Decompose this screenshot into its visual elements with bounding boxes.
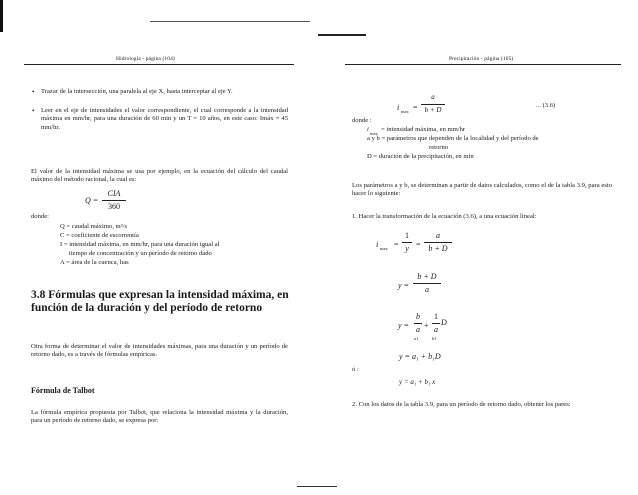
definition: I = intensidad máxima, en mm/hr, para una duración igual al	[60, 241, 220, 248]
eq3-lhs: y =	[398, 281, 409, 290]
equation-number: ... (3.6)	[536, 102, 556, 109]
eq2-den-2: b + D	[428, 244, 448, 253]
eq4-under-2: b1	[432, 336, 437, 341]
fraction-bar	[421, 104, 445, 105]
eq2-num-2: a	[436, 231, 440, 240]
fraction-bar	[413, 283, 441, 284]
fraction-bar	[414, 323, 422, 324]
paragraph: El valor de la intensidad máxima se usa por ejemplo, en la ecuación del cálculo del caudal máximo del método racional, la cual es:	[31, 168, 288, 184]
fraction-bar	[424, 242, 452, 243]
formula-denominator: 360	[108, 202, 120, 211]
eq6: y = a₁ + b₁ x	[399, 378, 436, 386]
section-title: 3.8 Fórmulas que expresan la intensidad máxima, en función de la duración y del período de retorno	[31, 289, 289, 314]
definition: a y b = parámetros que dependen de la localidad y del período de	[367, 135, 539, 142]
fraction-bar	[432, 323, 440, 324]
eq4-under-1: a1	[414, 336, 419, 341]
definition: = intensidad máxima, en mm/hr	[381, 126, 466, 133]
eq1-numerator: a	[431, 93, 435, 101]
eq5: y = a₁ + b₁D	[399, 352, 441, 361]
page-header-right: Precipitación - página (105)	[449, 56, 514, 62]
bullet-marker: •	[32, 88, 35, 96]
bullet-item: Trazar de la intersección, una paralela al eje X, hasta interceptar al eje Y.	[41, 88, 233, 95]
eq4-plus: +	[424, 321, 429, 330]
eq2-lhs: i	[376, 240, 379, 249]
eq2-lhs-sub: max	[380, 246, 388, 251]
definition: C = coeficiente de escorrentía	[60, 232, 139, 239]
fraction-bar	[402, 242, 412, 243]
page-right	[319, 0, 638, 495]
fraction-bar	[102, 200, 126, 201]
eq2-equals-1: =	[394, 240, 399, 249]
eq4-tail: D	[441, 318, 447, 327]
definition-symbol-sub: max	[370, 131, 378, 136]
eq1-lhs: i	[397, 103, 400, 112]
paragraph: La fórmula empírica propuesta por Talbot, que relaciona la intensidad máxima y la duración, para un período de retorno dado, se expresa por:	[31, 409, 288, 425]
eq3-numerator: b + D	[417, 272, 437, 281]
page-header-left: Hidrología - página (104)	[116, 56, 175, 62]
definition-symbol: i	[367, 126, 369, 133]
eq2-num-1: 1	[405, 231, 409, 240]
header-rule-right	[345, 64, 621, 65]
or-label: ó :	[352, 366, 359, 373]
formula-numerator: CIA	[107, 189, 121, 198]
eq1-denominator: b + D	[424, 106, 442, 114]
definition: D = duración de la precipitación, en min	[367, 153, 474, 160]
header-rule-left	[24, 64, 294, 65]
definition: tiempo de concentración y un período de retorno dado	[69, 250, 212, 257]
donde-label: donde :	[352, 117, 372, 124]
eq3-denominator: a	[425, 285, 429, 294]
eq4-num-2: 1	[434, 312, 438, 321]
paragraph: Los parámetros a y b, se determinan a partir de datos calculados, como el de la tabla 3.9, para esto hacer lo siguiente:	[352, 182, 612, 198]
eq4-lhs: y =	[398, 321, 409, 330]
step-2: 2. Con los datos de la tabla 3.9, para un período de retorno dado, obtener los pares:	[352, 401, 571, 408]
eq4-den-1: a	[416, 325, 420, 334]
formula-lhs: Q =	[85, 196, 99, 205]
bullet-item: Leer en el eje de intensidades el valor correspondiente, el cual corresponde a la intensidad máxima en mm/hr, para una duración de 60 min y un T = 10 años, en este caso: Imáx = 45 mm/hr.	[41, 107, 288, 131]
paragraph: Otra forma de determinar el valor de intensidades máximas, para una duración y un período de retorno dado, es a través de fórmulas empíricas.	[31, 343, 288, 359]
definition: Q = caudal máximo, m³/s	[60, 223, 128, 230]
definition: A = área de la cuenca, has	[60, 259, 129, 266]
definition: retorno	[429, 144, 449, 151]
eq2-den-1: y	[405, 244, 409, 253]
step-1: 1. Hacer la transformación de la ecuación (3.6), a una ecuación lineal:	[352, 213, 537, 220]
bullet-marker: •	[32, 107, 35, 115]
donde-label: donde:	[31, 213, 49, 220]
subsection-title: Fórmula de Talbot	[31, 386, 95, 395]
eq4-num-1: b	[416, 312, 420, 321]
eq1-equals: =	[413, 103, 418, 112]
eq2-equals-2: =	[416, 240, 421, 249]
eq4-den-2: a	[434, 325, 438, 334]
eq1-lhs-sub: max	[401, 109, 409, 114]
